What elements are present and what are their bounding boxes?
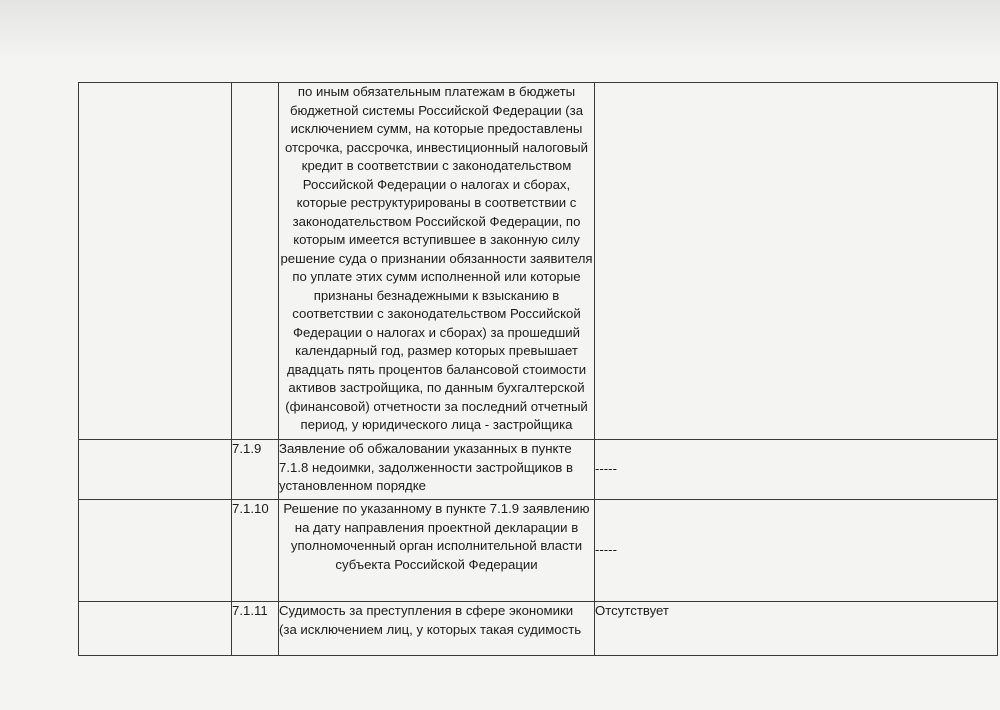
table-row bbox=[79, 500, 998, 602]
item-number: 7.1.9 bbox=[232, 440, 279, 500]
table-row bbox=[79, 602, 998, 656]
disclosure-table bbox=[78, 82, 998, 656]
item-value: Отсутствует bbox=[595, 602, 998, 656]
item-value: ----- bbox=[595, 500, 998, 602]
item-description: Заявление об обжаловании указанных в пункте 7.1.8 недоимки, задолженности застройщиков в установленном порядке bbox=[279, 440, 595, 500]
scan-shadow bbox=[0, 0, 1000, 60]
item-value: ----- bbox=[595, 440, 998, 500]
section-cell bbox=[79, 602, 232, 656]
item-description: по иным обязательным платежам в бюджеты бюджетной системы Российской Федерации (за исключением сумм, на которые предоставлены отсрочка, рассрочка, инвестиционный налоговый кредит в соответствии с законодательством Российской Федерации о налогах и сборах, которые реструктурированы в соответствии с законодательством Российской Федерации, по которым имеется вступившее в законную силу решение суда о признании обязанности заявителя по уплате этих сумм исполненной или которые признаны безнадежными к взысканию в соответствии с законодательством Российской Федерации о налогах и сборах) за прошедший календарный год, размер которых превышает двадцать пять процентов балансовой стоимости активов застройщика, по данным бухгалтерской (финансовой) отчетности за последний отчетный период, у юридического лица - застройщика bbox=[279, 83, 595, 440]
item-number: 7.1.11 bbox=[232, 602, 279, 656]
table-row bbox=[79, 440, 998, 500]
section-cell bbox=[79, 440, 232, 500]
item-number bbox=[232, 83, 279, 440]
item-value bbox=[595, 83, 998, 440]
item-description: Судимость за преступления в сфере экономики (за исключением лиц, у которых такая судимость bbox=[279, 602, 595, 656]
item-number: 7.1.10 bbox=[232, 500, 279, 602]
item-description: Решение по указанному в пункте 7.1.9 заявлению на дату направления проектной декларации в уполномоченный орган исполнительной власти субъекта Российской Федерации bbox=[279, 500, 595, 602]
section-cell bbox=[79, 83, 232, 440]
section-cell bbox=[79, 500, 232, 602]
table-row bbox=[79, 83, 998, 440]
